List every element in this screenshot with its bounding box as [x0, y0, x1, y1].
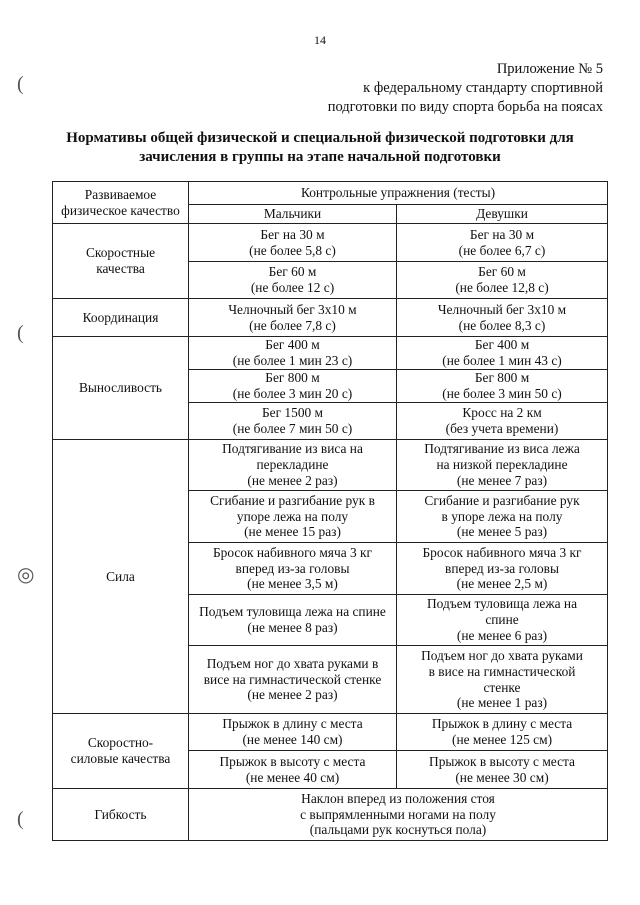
cell-text-line: висе на гимнастической стенке [203, 671, 382, 687]
cell-text-line: Подтягивание из виса лежа [424, 441, 580, 457]
cell-text-line: (не более 5,8 с) [249, 242, 336, 258]
cell-text-line: (не менее 140 см) [242, 732, 343, 747]
boys-norm-cell [189, 543, 397, 595]
quality-cell [53, 224, 189, 299]
girls-norm-cell [397, 262, 608, 299]
table-row [53, 440, 608, 491]
cell-text-line: Сила [106, 568, 135, 584]
boys-norm-cell [189, 751, 397, 789]
cell-text-line: Подъем туловища лежа на [427, 596, 578, 612]
cell-text-line: (не более 7 мин 50 с) [232, 421, 353, 436]
girls-norm-cell [397, 491, 608, 543]
cell-text-line: (не более 3 мин 20 с) [232, 386, 353, 401]
cell-text-line: (не менее 15 раз) [244, 524, 341, 540]
girls-norm-cell [397, 224, 608, 262]
boys-norm-cell [189, 646, 397, 714]
cell-text-line: (не менее 30 см) [455, 769, 549, 785]
header-girls-cell [397, 205, 608, 224]
cell-text-line: (пальцами рук коснуться пола) [309, 822, 487, 838]
cell-text-line: Сгибание и разгибание рук в [210, 492, 375, 508]
cell-text-line: Подъем туловища лежа на спине [199, 604, 386, 620]
cell-text-line: (не менее 125 см) [451, 732, 553, 747]
title-line: зачисления в группы на этапе начальной подготовки [139, 149, 501, 165]
cell-text-line: Бег 400 м [474, 337, 530, 353]
cell-text-line: Развиваемое [84, 186, 157, 202]
cell-text-line: Бег 60 м [478, 264, 526, 280]
appendix-line: к федеральному стандарту спортивной [363, 80, 603, 96]
cell-text-line: (не менее 1 раз) [456, 695, 548, 711]
cell-text-line: (не менее 8 раз) [247, 620, 338, 635]
quality-cell [53, 337, 189, 440]
cell-text-line: (не более 7,8 с) [249, 317, 336, 333]
punch-hole-mark: ( [17, 808, 24, 830]
cell-text-line: Координация [82, 309, 159, 325]
standards-table [52, 181, 608, 841]
boys-norm-cell [189, 337, 397, 370]
boys-norm-cell [189, 714, 397, 751]
cell-text-line: (не менее 6 раз) [456, 627, 548, 643]
punch-hole-mark: ( [17, 322, 24, 344]
cell-text-line: упоре лежа на полу [236, 508, 349, 524]
cell-text-line: Бег на 30 м [260, 226, 325, 242]
cell-text-line: (не более 8,3 с) [458, 317, 546, 333]
girls-norm-cell [397, 403, 608, 440]
quality-cell [53, 299, 189, 337]
cell-text-line: вперед из-за головы [235, 560, 350, 576]
cell-text-line: Сгибание и разгибание рук [424, 492, 580, 508]
cell-text-line: стенке [483, 679, 521, 695]
cell-text-line: Бросок набивного мяча 3 кг [212, 544, 373, 560]
cell-text-line: вперед из-за головы [445, 560, 559, 576]
cell-text-line: Девушки [476, 206, 528, 222]
cell-text-line: Челночный бег 3х10 м [437, 301, 567, 317]
cell-text-line: качества [96, 261, 145, 276]
cell-text-line: (без учета времени) [445, 421, 559, 436]
boys-norm-cell [189, 370, 397, 403]
page-number: 14 [314, 33, 326, 47]
girls-norm-cell [397, 714, 608, 751]
table-row [53, 337, 608, 370]
cell-text-line: Кросс на 2 км [462, 405, 542, 421]
cell-text-line: Подтягивание из виса на [222, 441, 363, 457]
cell-text-line: (не более 1 мин 43 с) [442, 353, 562, 368]
cell-text-line: Прыжок в длину с места [431, 716, 573, 732]
cell-text-line: Контрольные упражнения (тесты) [300, 185, 496, 201]
cell-text-line: (не более 3 мин 50 с) [442, 386, 562, 401]
header-boys-cell [189, 205, 397, 224]
cell-text-line: физическое качество [61, 202, 180, 218]
cell-text-line: Мальчики [263, 206, 322, 222]
girls-norm-cell [397, 440, 608, 491]
cell-text-line: (не более 1 мин 23 с) [232, 353, 353, 368]
cell-text-line: Челночный бег 3х10 м [228, 301, 357, 317]
girls-norm-cell [397, 370, 608, 403]
document-title [0, 129, 640, 167]
appendix-header [328, 60, 603, 117]
table-row [53, 789, 608, 841]
quality-cell [53, 440, 189, 714]
girls-norm-cell [397, 595, 608, 646]
boys-norm-cell [189, 595, 397, 646]
boys-norm-cell [189, 440, 397, 491]
cell-text-line: (не более 12,8 с) [455, 280, 549, 295]
cell-text-line: (не менее 5 раз) [456, 524, 548, 540]
girls-norm-cell [397, 337, 608, 370]
cell-text-line: Выносливость [78, 380, 163, 396]
table-row [53, 299, 608, 337]
header-quality-cell [53, 182, 189, 224]
boys-norm-cell [189, 403, 397, 440]
cell-text-line: Подъем ног до хвата руками [421, 647, 583, 663]
cell-text-line: спине [485, 612, 519, 628]
cell-text-line: Бег 400 м [265, 337, 320, 353]
cell-text-line: в висе на гимнастической [428, 663, 576, 679]
boys-norm-cell [189, 491, 397, 543]
cell-text-line: (не более 12 с) [250, 280, 335, 295]
cell-text-line: Прыжок в высоту с места [429, 753, 575, 769]
cell-text-line: Подъем ног до хвата руками в [206, 655, 379, 671]
cell-text-line: (не менее 2,5 м) [456, 576, 548, 592]
boys-norm-cell [189, 299, 397, 337]
table-row [53, 714, 608, 751]
quality-cell [53, 714, 189, 789]
cell-text-line: (не более 6,7 с) [458, 242, 546, 258]
cell-text-line: (не менее 40 см) [245, 769, 340, 785]
cell-text-line: на низкой перекладине [436, 457, 568, 473]
cell-text-line: Гибкость [94, 806, 147, 822]
girls-norm-cell [397, 646, 608, 714]
boys-norm-cell [189, 224, 397, 262]
cell-text-line: Бег 1500 м [261, 405, 324, 421]
cell-text-line: с выпрямленными ногами на полу [300, 806, 496, 822]
cell-text-line: Бег 800 м [265, 370, 320, 386]
cell-text-line: Бег 800 м [474, 370, 530, 386]
cell-text-line: Бег 60 м [268, 264, 317, 280]
punch-hole-mark: ◎ [17, 564, 35, 586]
girls-norm-cell [397, 543, 608, 595]
cell-text-line: (не менее 2 раз) [247, 472, 338, 488]
appendix-line: Приложение № 5 [496, 61, 603, 77]
cell-text-line: Наклон вперед из положения стоя [301, 790, 495, 806]
cell-text-line: Прыжок в высоту с места [219, 753, 366, 769]
cell-text-line: силовые качества [70, 751, 171, 766]
cell-text-line: перекладине [256, 457, 329, 473]
girls-norm-cell [397, 751, 608, 789]
cell-text-line: Бег на 30 м [469, 226, 535, 242]
cell-text-line: (не менее 3,5 м) [247, 576, 338, 592]
cell-text-line: (не менее 2 раз) [247, 687, 338, 703]
table-row [53, 224, 608, 262]
table-row [53, 182, 608, 205]
boys-norm-cell [189, 262, 397, 299]
punch-hole-mark: ( [17, 73, 24, 95]
header-tests-cell [189, 182, 608, 205]
appendix-line: подготовки по виду спорта борьба на поясах [327, 99, 603, 115]
cell-text-line: Бросок набивного мяча 3 кг [422, 544, 582, 560]
quality-cell [53, 789, 189, 841]
cell-text-line: Прыжок в длину с места [222, 716, 363, 732]
cell-text-line: в упоре лежа на полу [441, 508, 563, 524]
cell-text-line: (не менее 7 раз) [456, 472, 548, 488]
cell-text-line: Скоростно- [87, 735, 154, 751]
cell-text-line: Скоростные [85, 245, 156, 261]
girls-norm-cell [397, 299, 608, 337]
common-norm-cell [189, 789, 608, 841]
title-line: Нормативы общей физической и специальной физической подготовки для [66, 130, 574, 146]
